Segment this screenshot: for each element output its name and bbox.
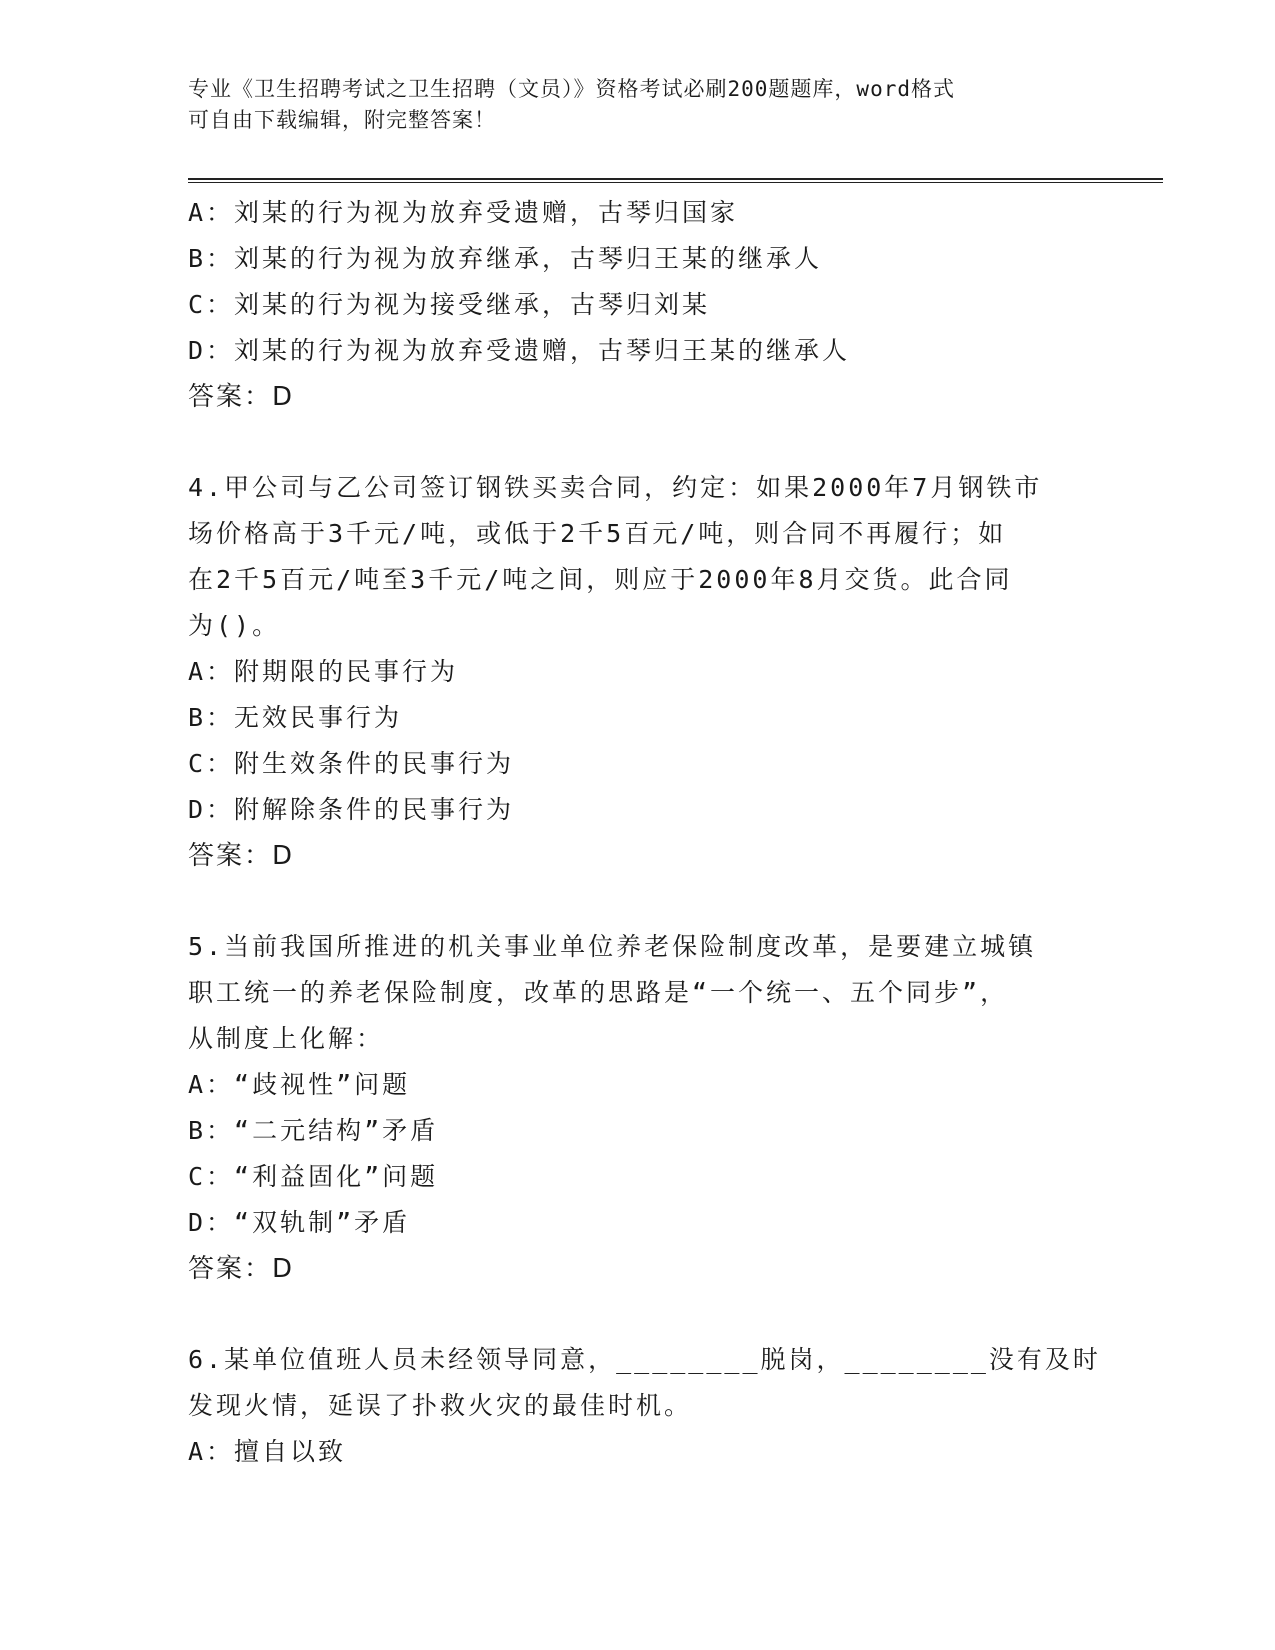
question-stem-line: 6.某单位值班人员未经领导同意，________脱岗，________没有及时 [188, 1345, 1101, 1374]
question-5-block [188, 924, 1088, 1292]
question-4-block [188, 465, 1088, 879]
question-stem-line: 在2千5百元/吨至3千元/吨之间，则应于2000年8月交货。此合同 [188, 565, 1013, 594]
question-6-block [188, 1337, 1101, 1475]
answer: 答案：D [188, 841, 295, 871]
question-stem-line: 从制度上化解： [188, 1024, 385, 1053]
option-c: C：“利益固化”问题 [188, 1162, 439, 1191]
question-3-block [188, 190, 1088, 420]
spacer [188, 1292, 1088, 1337]
option-b: B：无效民事行为 [188, 703, 403, 732]
question-stem-line: 职工统一的养老保险制度，改革的思路是“一个统一、五个同步”， [188, 978, 1009, 1007]
option-d: D：刘某的行为视为放弃受遗赠，古琴归王某的继承人 [188, 336, 851, 365]
answer: 答案：D [188, 382, 295, 412]
option-d: D：附解除条件的民事行为 [188, 795, 515, 824]
option-b: B：刘某的行为视为放弃继承，古琴归王某的继承人 [188, 244, 823, 273]
spacer [188, 420, 1088, 465]
option-c: C：附生效条件的民事行为 [188, 749, 515, 778]
option-d: D：“双轨制”矛盾 [188, 1208, 411, 1237]
header-divider [188, 178, 1163, 183]
question-stem-line: 为()。 [188, 611, 281, 640]
header-line-1: 专业《卫生招聘考试之卫生招聘（文员）》资格考试必刷200题题库，word格式 [188, 77, 955, 101]
option-a: A：“歧视性”问题 [188, 1070, 411, 1099]
question-stem-line: 发现火情，延误了扑救火灾的最佳时机。 [188, 1391, 693, 1420]
question-stem-line: 场价格高于3千元/吨，或低于2千5百元/吨，则合同不再履行；如 [188, 519, 1007, 548]
document-header [188, 74, 1078, 136]
option-a: A：附期限的民事行为 [188, 657, 459, 686]
question-stem-line: 5.当前我国所推进的机关事业单位养老保险制度改革，是要建立城镇 [188, 932, 1037, 961]
question-stem-line: 4.甲公司与乙公司签订钢铁买卖合同，约定：如果2000年7月钢铁市 [188, 473, 1043, 502]
answer: 答案：D [188, 1254, 295, 1284]
option-a: A：擅自以致 [188, 1437, 347, 1466]
header-line-2: 可自由下载编辑，附完整答案！ [188, 108, 496, 132]
question-content [188, 190, 1101, 1475]
option-c: C：刘某的行为视为接受继承，古琴归刘某 [188, 290, 711, 319]
option-b: B：“二元结构”矛盾 [188, 1116, 439, 1145]
spacer [188, 879, 1088, 924]
option-a: A：刘某的行为视为放弃受遗赠，古琴归国家 [188, 198, 739, 227]
